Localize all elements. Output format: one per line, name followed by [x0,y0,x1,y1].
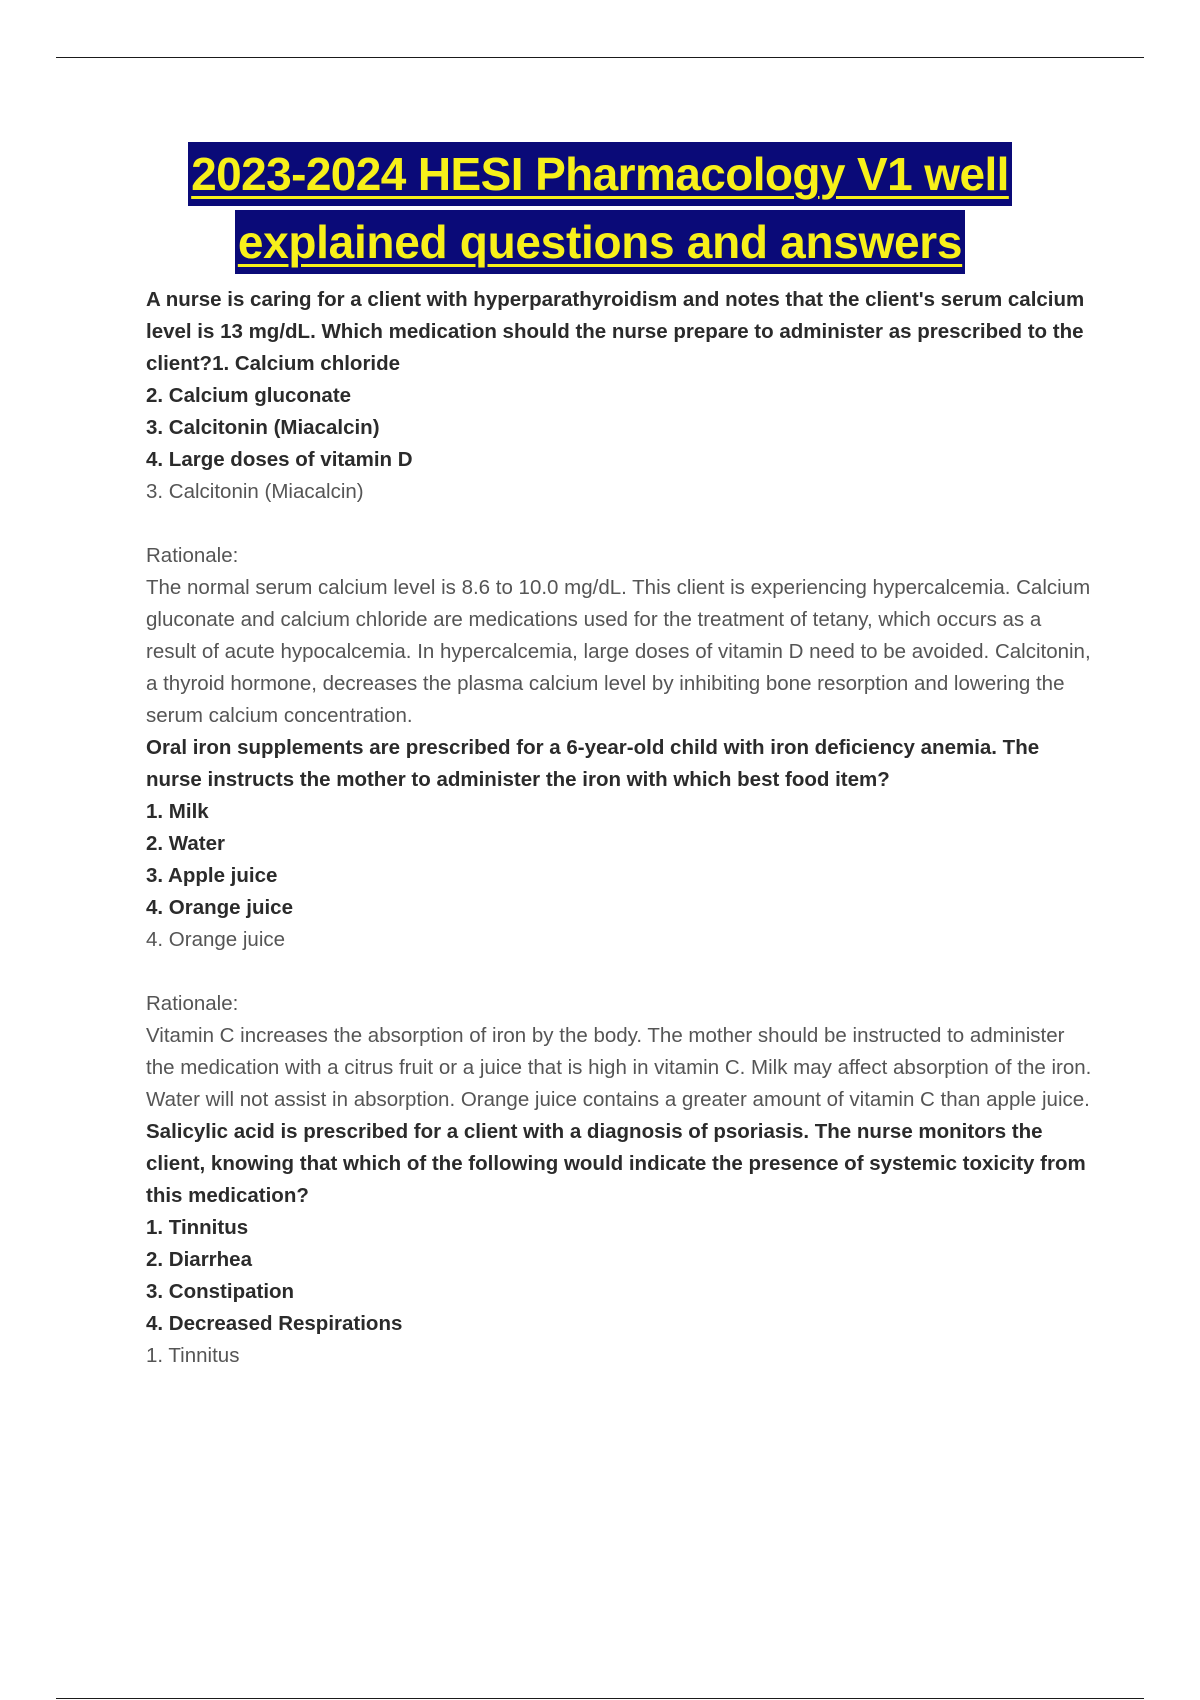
question-2-option: 4. Orange juice [146,896,293,919]
question-2-answer: 4. Orange juice [146,928,286,951]
bottom-rule [56,1698,1144,1699]
title-line-1: 2023-2024 HESI Pharmacology V1 well [188,142,1012,206]
question-3-option: 3. Constipation [146,1280,295,1303]
question-1-rationale-label: Rationale: [146,544,239,567]
question-2-option: 3. Apple juice [146,864,278,887]
question-3-option: 2. Diarrhea [146,1248,252,1271]
question-2-rationale-label: Rationale: [146,992,239,1015]
document-body [146,284,1096,1372]
question-3-option: 4. Decreased Respirations [146,1312,403,1335]
title-line-2: explained questions and answers [235,210,965,274]
question-1-option: 3. Calcitonin (Miacalcin) [146,416,380,439]
spacer [146,956,1096,988]
question-2-option: 1. Milk [146,800,209,823]
question-1-option: 4. Large doses of vitamin D [146,448,413,471]
question-2-text: Oral iron supplements are prescribed for a 6-year-old child with iron deficiency anemia. The nurse instructs the mother to administer the iron with which best food item? [146,736,1040,791]
question-1-option: 2. Calcium gluconate [146,384,352,407]
question-3-option: 1. Tinnitus [146,1216,249,1239]
question-1-answer: 3. Calcitonin (Miacalcin) [146,480,364,503]
question-2-rationale: Vitamin C increases the absorption of iron by the body. The mother should be instructed to administer the medication with a citrus fruit or a juice that is high in vitamin C. Milk may affect absorption of the iron. Water will not assist in absorption. Orange juice contains a greater amount of vitamin C than apple juice. [146,1024,1092,1111]
question-2-option: 2. Water [146,832,225,855]
top-rule [56,57,1144,58]
question-3-text: Salicylic acid is prescribed for a client with a diagnosis of psoriasis. The nurse monitors the client, knowing that which of the following would indicate the presence of systemic toxicity from this medication? [146,1120,1086,1207]
spacer [146,508,1096,540]
document-title [0,142,1200,274]
question-1-text: A nurse is caring for a client with hyperparathyroidism and notes that the client's serum calcium level is 13 mg/dL. Which medication should the nurse prepare to administer as prescribed to the client?1. Calcium chloride [146,288,1085,375]
question-1-rationale: The normal serum calcium level is 8.6 to 10.0 mg/dL. This client is experiencing hypercalcemia. Calcium gluconate and calcium chloride are medications used for the treatment of tetany, which occurs as a result of acute hypocalcemia. In hypercalcemia, large doses of vitamin D need to be avoided. Calcitonin, a thyroid hormone, decreases the plasma calcium level by inhibiting bone resorption and lowering the serum calcium concentration. [146,576,1091,727]
question-3-answer: 1. Tinnitus [146,1344,240,1367]
